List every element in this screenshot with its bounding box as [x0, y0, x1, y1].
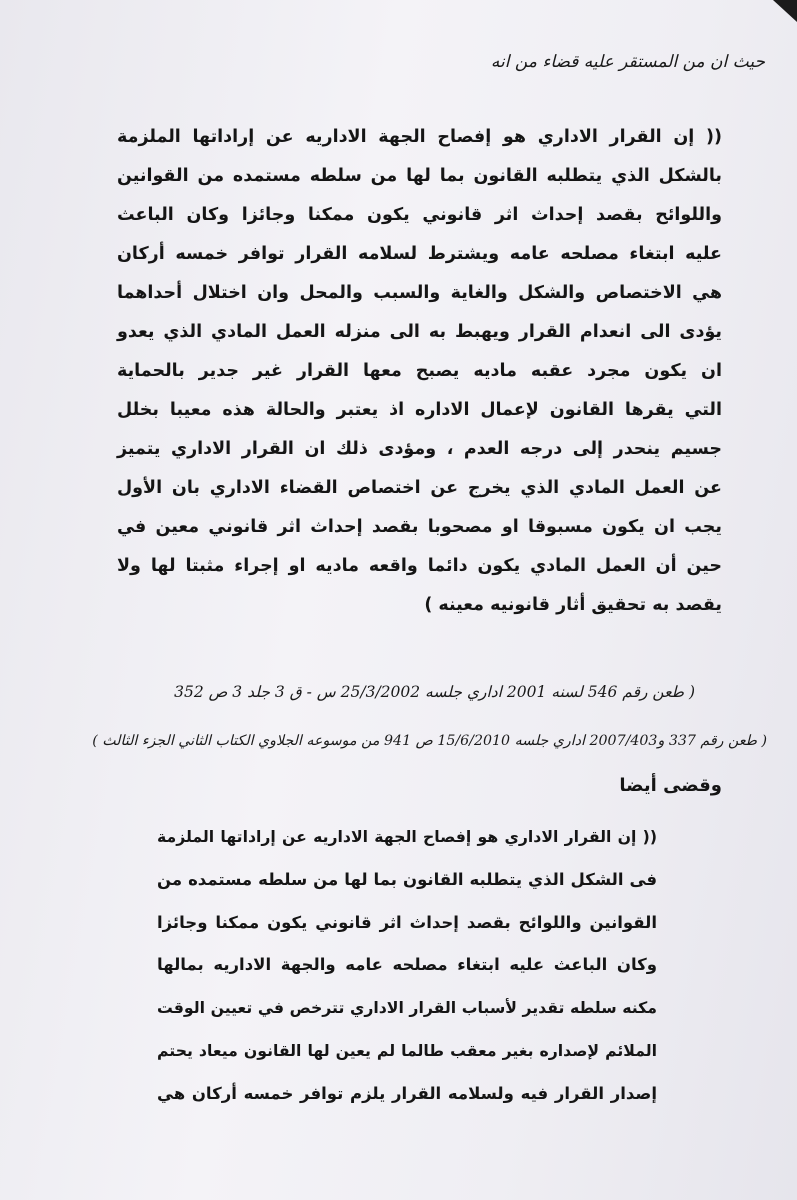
ruling-one-line: التي يقرها القانون لإعمال الاداره اذ يعتبر والحالة هذه معيبا بخلل: [117, 400, 722, 420]
ruling-one-line: هي الاختصاص والشكل والغاية والسبب والمحل وان اختلال أحداهما: [117, 283, 722, 303]
ruling-one-line: ان يكون مجرد عقبه ماديه يصبح معها القرار غير جدير بالحماية: [117, 361, 722, 381]
ruling-one-line: حين أن العمل المادي يكون دائما واقعه ماديه او إجراء مثبتا لها ولا: [117, 556, 722, 576]
ruling-two-line: فى الشكل الذي يتطلبه القانون بما لها من سلطه مستمده من: [157, 869, 657, 889]
citation-reference-two: ( طعن رقم 337 و2007/403 اداري جلسه 15/6/2010 ص 941 من موسوعه الجلاوي الكتاب الثاني الجزء الثالث ): [92, 733, 767, 749]
ruling-two-line: القوانين واللوائح بقصد إحداث اثر قانوني يكون ممكنا وجائزا: [157, 912, 657, 932]
ruling-one-line: عن العمل المادي الذي يخرج عن اختصاص القضاء الاداري بان الأول: [117, 478, 722, 498]
ruling-one-line: يؤدى الى انعدام القرار ويهبط به الى منزله العمل المادي الذي يعدو: [117, 322, 722, 342]
ruling-one-line: يجب ان يكون مسبوقا او مصحوبا بقصد إحداث اثر قانوني معين في: [117, 517, 722, 537]
handwritten-heading-note: حيث ان من المستقر عليه قضاء من انه: [490, 52, 765, 72]
ruling-two-line: إصدار القرار فيه ولسلامه القرار يلزم توافر خمسه أركان هي: [157, 1083, 657, 1103]
section-subheading: وقضى أيضا: [619, 775, 722, 796]
ruling-two-line: مكنه سلطه تقدير لأسباب القرار الاداري تترخص في تعيين الوقت: [157, 998, 657, 1018]
ruling-two-line: وكان الباعث عليه ابتغاء مصلحه عامه والجهة الاداريه بمالها: [157, 955, 657, 975]
ruling-two-line: (( إن القرار الاداري هو إفصاح الجهة الاداريه عن إراداتها الملزمة: [157, 827, 657, 846]
ruling-one-line: يقصد به تحقيق أثار قانونيه معينه ): [424, 595, 722, 615]
quoted-ruling-two: [157, 816, 657, 1116]
citation-reference-one: ( طعن رقم 546 لسنه 2001 اداري جلسه 25/3/2002 س - ق 3 جلد 3 ص 352: [174, 683, 695, 701]
ruling-one-line: جسيم ينحدر إلى درجه العدم ، ومؤدى ذلك ان القرار الاداري يتميز: [117, 439, 722, 459]
ruling-one-line: عليه ابتغاء مصلحه عامه ويشترط لسلامه القرار توافر خمسه أركان: [117, 244, 722, 264]
ruling-one-line: (( إن القرار الاداري هو إفصاح الجهة الاداريه عن إراداتها الملزمة: [117, 127, 722, 147]
ruling-two-line: الملائم لإصداره بغير معقب طالما لم يعين لها القانون ميعاد يحتم: [157, 1040, 657, 1060]
quoted-ruling-one: [117, 118, 722, 625]
ruling-one-line: بالشكل الذي يتطلبه القانون بما لها من سلطه مستمده من القوانين: [117, 166, 722, 186]
ruling-one-line: واللوائح بقصد إحداث اثر قانوني يكون ممكنا وجائزا وكان الباعث: [117, 205, 722, 225]
